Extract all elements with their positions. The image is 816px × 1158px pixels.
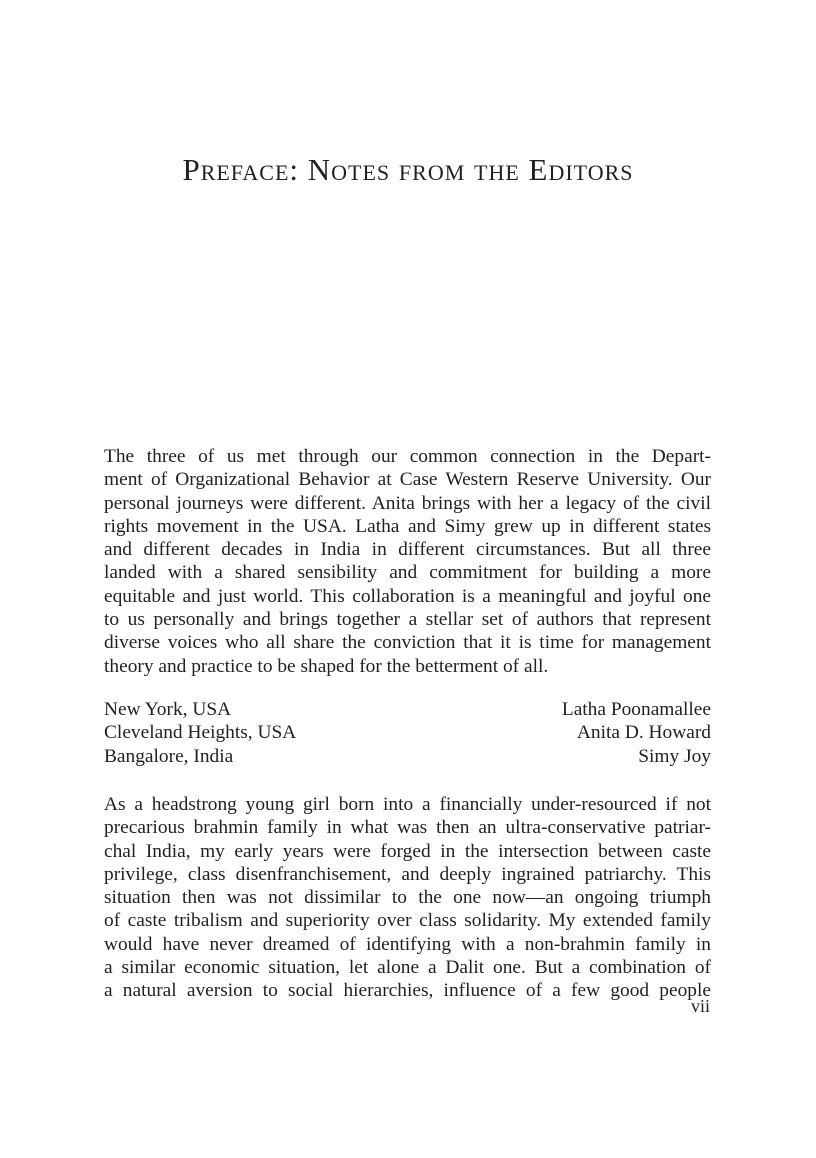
text-line: of caste tribalism and superiority over class solidarity. My extended family: [104, 910, 711, 932]
text-line: would have never dreamed of identifying with a non-brahmin family in: [104, 933, 711, 955]
text-line: landed with a shared sensibility and commitment for building a more: [104, 562, 711, 584]
signature-row: [104, 745, 711, 768]
page-title: Preface: Notes from the Editors: [182, 152, 634, 187]
editor-signatures: [104, 698, 711, 768]
signature-name: Simy Joy: [638, 745, 711, 767]
signature-place: Bangalore, India: [104, 745, 234, 767]
signature-name: Latha Poonamallee: [561, 699, 711, 720]
text-line: rights movement in the USA. Latha and Simy grew up in different states: [104, 515, 711, 537]
text-line: The three of us met through our common connection in the Depart-: [104, 446, 711, 467]
text-line: equitable and just world. This collaboration is a meaningful and joyful one: [104, 585, 711, 607]
text-line: a similar economic situation, let alone a Dalit one. But a combination of: [104, 957, 711, 979]
text-line: a natural aversion to social hierarchies, influence of a few good people: [104, 980, 711, 1002]
page-number: vii: [690, 996, 710, 1016]
text-line: chal India, my early years were forged in the intersection between caste: [104, 840, 711, 862]
text-line: and different decades in India in different circumstances. But all three: [104, 539, 711, 561]
signature-place: Cleveland Heights, USA: [104, 722, 297, 744]
paragraph-personal: [104, 793, 711, 1003]
text-line: diverse voices who all share the conviction that it is time for management: [104, 632, 711, 654]
signature-name: Anita D. Howard: [576, 722, 711, 744]
text-line: situation then was not dissimilar to the one now—an ongoing triumph: [104, 887, 711, 909]
signature-row: [104, 698, 711, 721]
text-line: theory and practice to be shaped for the betterment of all.: [104, 655, 549, 677]
text-line: personal journeys were different. Anita brings with her a legacy of the civil: [104, 492, 711, 514]
text-line: As a headstrong young girl born into a financially under-resourced if not: [104, 794, 711, 815]
text-line: precarious brahmin family in what was then an ultra-conservative patriar-: [104, 817, 711, 839]
signature-row: [104, 721, 711, 744]
paragraph-intro: [104, 445, 711, 678]
text-line: privilege, class disenfranchisement, and deeply ingrained patriarchy. This: [104, 863, 711, 885]
text-line: ment of Organizational Behavior at Case Western Reserve University. Our: [104, 469, 711, 491]
text-line: to us personally and brings together a stellar set of authors that represent: [104, 609, 711, 631]
signature-place: New York, USA: [104, 699, 232, 720]
